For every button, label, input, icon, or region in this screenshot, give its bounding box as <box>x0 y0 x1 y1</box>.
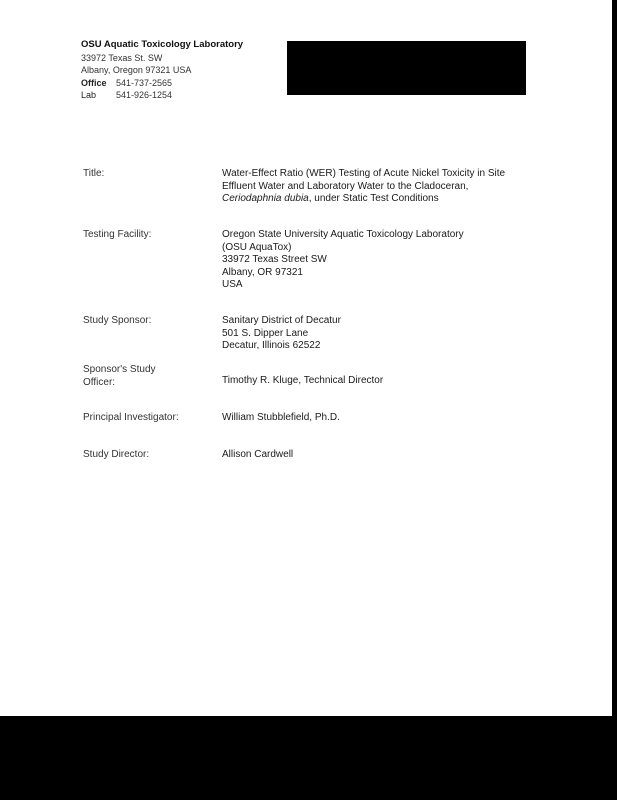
title-value <box>222 168 542 206</box>
lab-phone-row <box>81 89 243 102</box>
office-label: Office <box>81 77 107 88</box>
facility-line: Albany, OR 97321 <box>222 266 303 278</box>
study-director-label: Study Director: <box>83 449 150 460</box>
testing-facility-label: Testing Facility: <box>83 229 152 240</box>
redaction-block-bottom <box>0 716 617 800</box>
facility-line: 33972 Texas Street SW <box>222 254 327 265</box>
sponsor-officer-label-line-2: Officer: <box>83 376 116 388</box>
title-label: Title: <box>83 168 105 179</box>
principal-investigator-label: Principal Investigator: <box>83 412 179 423</box>
facility-line: USA <box>222 279 243 290</box>
redaction-block-top <box>287 41 526 95</box>
title-line-2: Effluent Water and Laboratory Water to the Cladoceran, <box>222 180 469 192</box>
organism-name: Ceriodaphnia dubia <box>222 193 309 204</box>
office-phone-row <box>81 77 243 90</box>
sponsor-line: Decatur, Illinois 62522 <box>222 340 321 351</box>
lab-city: Albany, Oregon 97321 USA <box>81 65 192 75</box>
sponsor-officer-label-line-1: Sponsor's Study <box>83 364 156 375</box>
lab-name: OSU Aquatic Toxicology Laboratory <box>81 39 244 50</box>
sponsor-officer-value: Timothy R. Kluge, Technical Director <box>222 375 384 386</box>
title-line-3-rest: , under Static Test Conditions <box>308 193 439 204</box>
office-phone: 541-737-2565 <box>116 77 173 88</box>
sponsor-line: Sanitary District of Decatur <box>222 315 341 326</box>
lab-street: 33972 Texas St. SW <box>81 52 163 63</box>
sponsor-line: 501 S. Dipper Lane <box>222 327 309 339</box>
title-line-1: Water-Effect Ratio (WER) Testing of Acute Nickel Toxicity in Site <box>222 168 506 179</box>
scan-edge <box>612 0 617 800</box>
facility-line: (OSU AquaTox) <box>222 241 292 253</box>
principal-investigator-value: William Stubblefield, Ph.D. <box>222 412 340 423</box>
testing-facility-value <box>222 229 542 292</box>
facility-line: Oregon State University Aquatic Toxicology Laboratory <box>222 229 464 240</box>
sponsor-officer-label <box>83 364 218 389</box>
title-line-3 <box>222 193 542 206</box>
study-director-value: Allison Cardwell <box>222 449 294 460</box>
study-sponsor-label: Study Sponsor: <box>83 315 152 326</box>
study-sponsor-value <box>222 315 542 353</box>
lab-phone: 541-926-1254 <box>116 90 173 100</box>
lab-label: Lab <box>81 90 97 100</box>
letterhead <box>81 39 243 102</box>
